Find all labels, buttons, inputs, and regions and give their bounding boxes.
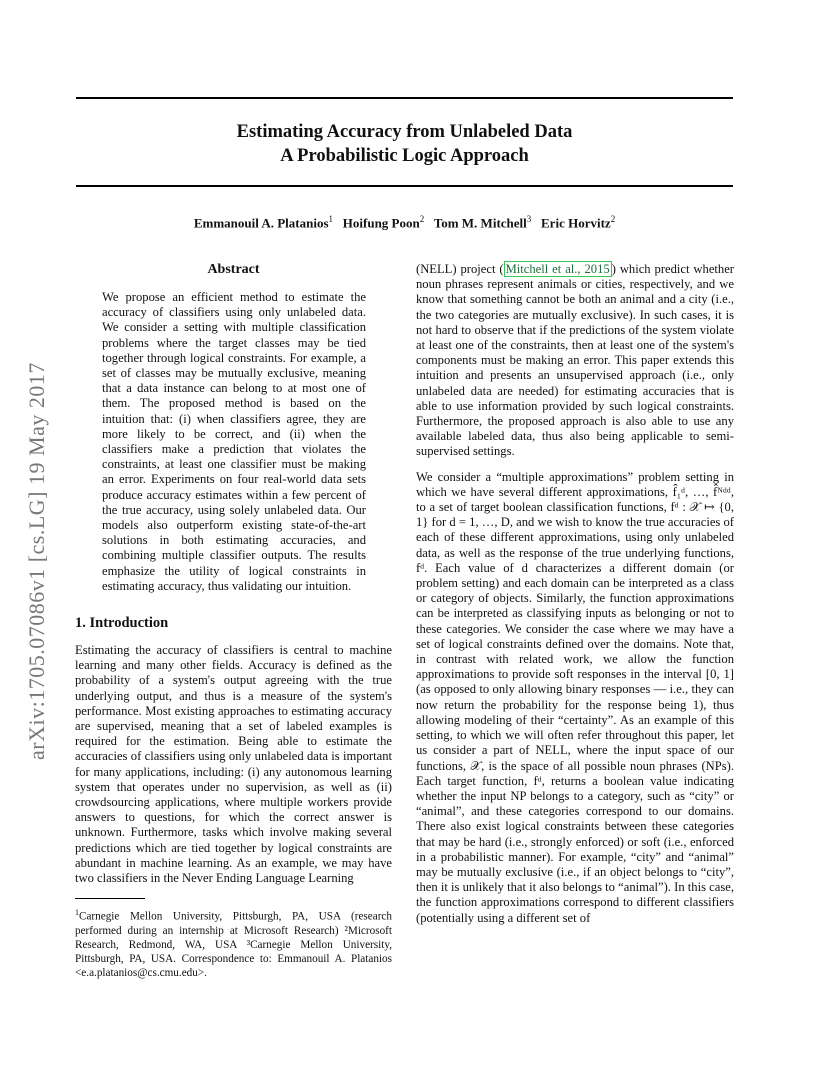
author-name: Eric Horvitz	[541, 215, 611, 231]
author-affiliation: 1	[328, 214, 334, 224]
footnote-text: Carnegie Mellon University, Pittsburgh, PA, USA (research performed during an internship at Microsoft Research) ²Microsoft Research, Redmond, WA, USA ³Carnegie Mellon University, Pittsburgh, PA, USA. Correspondence to: Emmanouil A. Platanios <e.a.platanios@cs.cmu.edu>.	[75, 910, 392, 979]
footnote	[75, 906, 392, 980]
arxiv-stamp: arXiv:1705.07086v1 [cs.LG] 19 May 2017	[24, 362, 49, 760]
text-run: (NELL) project (	[416, 262, 504, 276]
intro-text	[75, 643, 392, 886]
paper-title-line-2: A Probabilistic Logic Approach	[280, 146, 529, 166]
right-column	[416, 262, 734, 926]
footnote-marker: 1	[75, 908, 79, 917]
author-name: Emmanouil A. Platanios	[193, 215, 329, 231]
abstract-text	[102, 290, 366, 594]
abstract-paragraph: We propose an efficient method to estimate the accuracy of classifiers using only unlabeled data. We consider a setting with multiple classification problems where the target classes may be tied together through logical constraints. For example, a set of classes may be mutually exclusive, meaning that a data instance can belong to at most one of them. The proposed method is based on the intuition that: (i) when classifiers agree, they are more likely to be correct, and (ii) when the classifiers make a prediction that violates the constraints, at least one classifier must be making an error. Experiments on four real-world data sets produce accuracy estimates within a few percent of the true accuracy, using solely unlabeled data. Our models also outperform existing state-of-the-art solutions in both estimating accuracies, and combining multiple classifier outputs. The results emphasize the utility of logical constraints in estimating accuracy, thus validating our intuition.	[102, 290, 366, 593]
abstract-heading: Abstract	[207, 262, 260, 277]
paper-title-line-1: Estimating Accuracy from Unlabeled Data	[236, 122, 573, 142]
author-name: Tom M. Mitchell	[433, 215, 527, 231]
right-paragraph-1	[416, 262, 734, 460]
author-affiliation: 2	[419, 214, 425, 224]
footnote-rule	[75, 898, 145, 899]
text-run: ) which predict whether noun phrases represent animals or cities, respectively, and we know that something cannot be both an animal and a city (i.e., the two categories are mutually exclusive). In such cases, it is not hard to observe that if the predictions of the system violate at least one of the constraints, then at least one of the system's components must be making an error. This paper extends this intuition and presents an unsupervised approach (i.e., only unlabeled data are needed) for estimating accuracies that is able to use information provided by such logical constraints. Furthermore, the proposed approach is also able to use any available labeled data, thus also being applicable to semi-supervised settings.	[416, 262, 734, 459]
section-heading: 1. Introduction	[75, 615, 169, 631]
author-name: Hoifung Poon	[342, 215, 420, 231]
right-paragraph-2: We consider a “multiple approximations” problem setting in which we have several different approximations, f̂₁ᵈ, …, f̂ᴺᵈᵈ, to a set of target boolean classification functions, fᵈ : 𝒳 ↦ {0, 1} for d = 1, …, D, and we wish to know the true accuracies of each of these different approximations, using only unlabeled data, as well as the response of the true underlying functions, fᵈ. Each value of d characterizes a different domain (or problem setting) and each domain can be interpreted as a class or category of objects. Similarly, the function approximations can be interpreted as classifying inputs as belonging or not to these categories. We consider the case where we may have a set of logical constraints defined over the domains. Note that, in contrast with related work, we allow the function approximations to provide soft responses in the interval [0, 1] (as opposed to only allowing binary responses — i.e., they can now return the probability for the response being 1), thus allowing modeling of their “certainty”. As an example of this setting, to which we will often refer throughout this paper, let us consider a part of NELL, where the input space of our functions, 𝒳, is the space of all possible noun phrases (NPs). Each target function, fᵈ, returns a boolean value indicating whether the input NP belongs to a category, such as “city” or “animal”, and these categories correspond to our domains. There also exist logical constraints between these categories that may be hard (i.e., strongly enforced) or soft (i.e., enforced in a probabilistic manner). For example, “city” and “animal” may be mutually exclusive (i.e., if an object belongs to “city”, then it is unlikely that it also belongs to “animal”). In this case, the function approximations correspond to different classifiers (potentially using a different set of	[416, 469, 734, 925]
top-rule	[76, 97, 733, 99]
intro-paragraph: Estimating the accuracy of classifiers is central to machine learning and many other fields. Accuracy is defined as the probability of a system's output agreeing with the true underlying output, and thus is a measure of the system's performance. Most existing approaches to estimating accuracy are supervised, meaning that a set of labeled examples is required for the estimation. Being able to estimate the accuracies of classifiers using only unlabeled data is important for many applications, including: (i) any autonomous learning system that operates under no supervision, as well as (ii) crowdsourcing applications, where multiple workers provide answers to questions, for which the correct answer is unknown. Furthermore, tasks which involve making several predictions which are tied together by logical constraints are abundant in machine learning. As an example, we may have two classifiers in the Never Ending Language Learning	[75, 643, 392, 886]
author-affiliation: 3	[526, 214, 532, 224]
author-affiliation: 2	[610, 214, 616, 224]
bottom-title-rule	[76, 185, 733, 187]
citation-link[interactable]: Mitchell et al., 2015	[505, 262, 610, 276]
author-list	[76, 214, 733, 231]
